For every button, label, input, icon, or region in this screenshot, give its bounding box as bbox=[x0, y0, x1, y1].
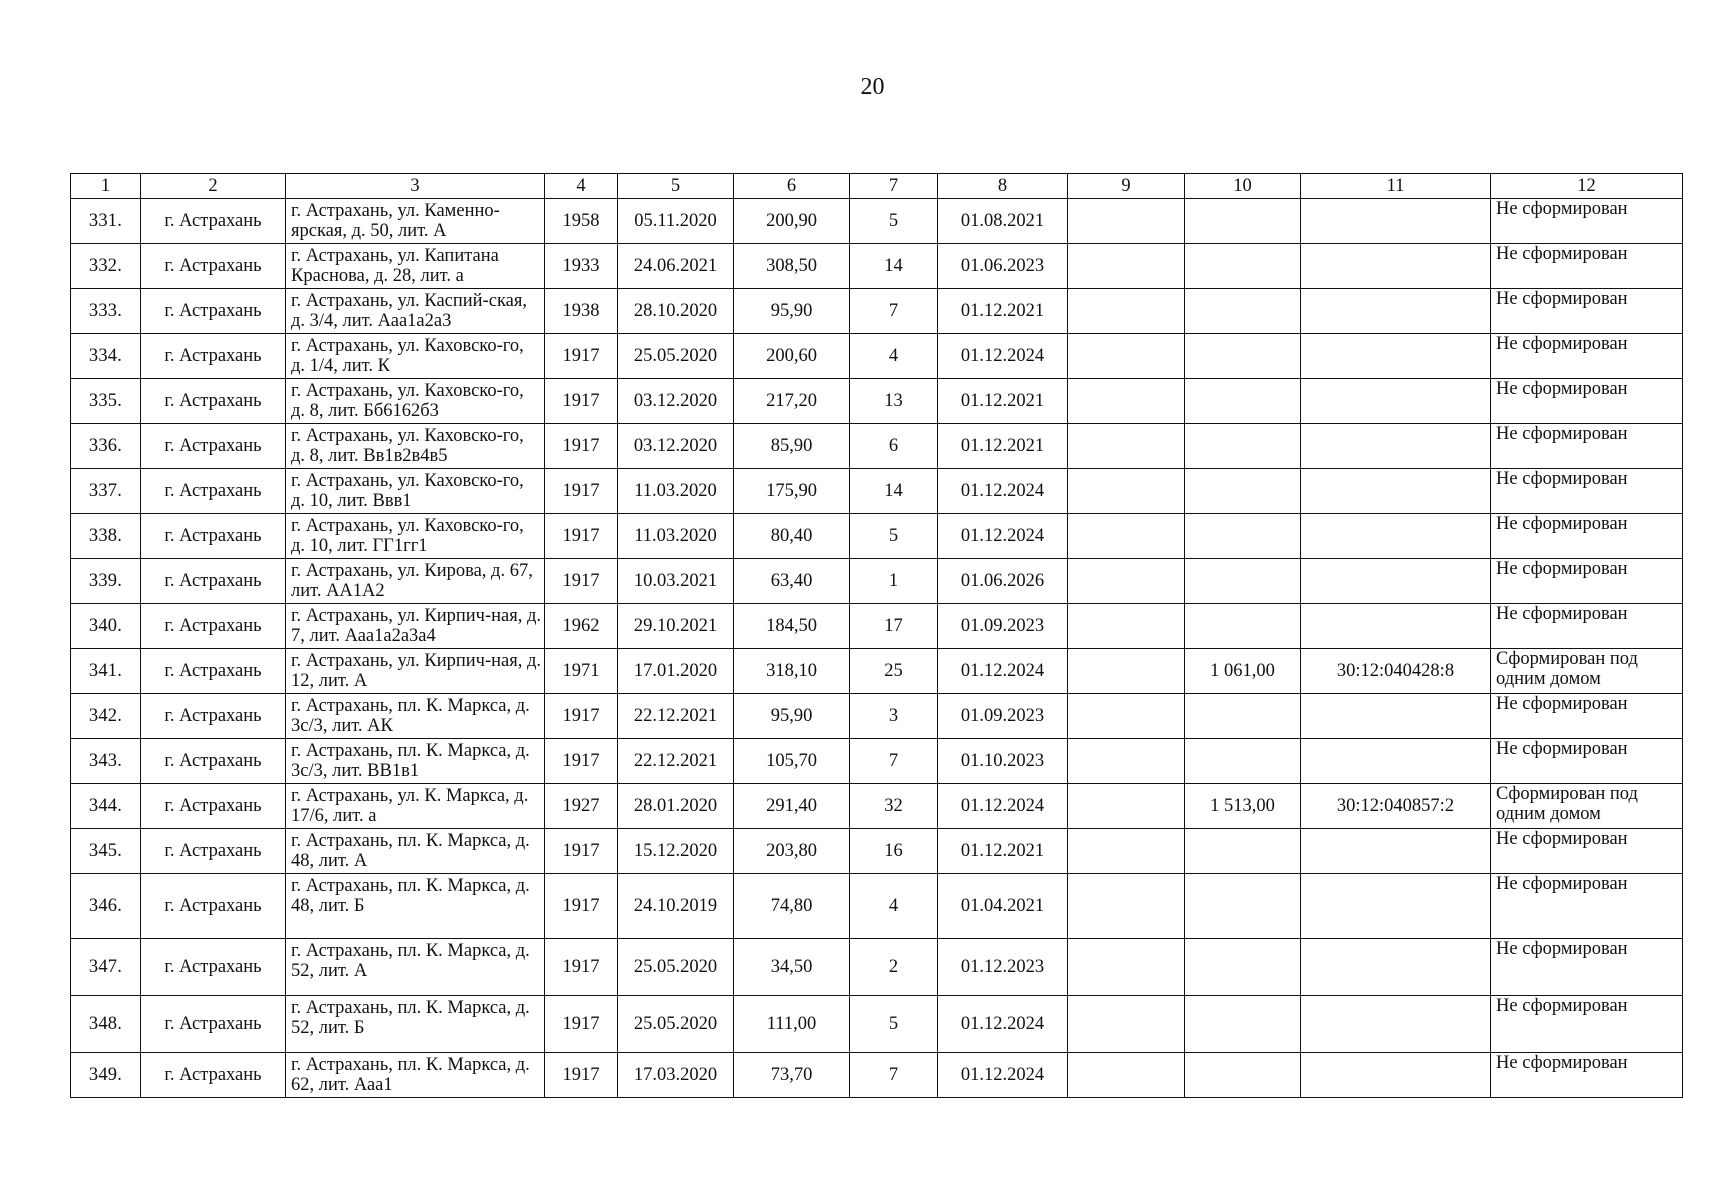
city-cell: г. Астрахань bbox=[141, 559, 286, 604]
col9-cell bbox=[1068, 1053, 1185, 1098]
header-cell: 1 bbox=[71, 174, 141, 199]
city-cell: г. Астрахань bbox=[141, 469, 286, 514]
status-cell: Не сформирован bbox=[1491, 514, 1683, 559]
header-cell: 6 bbox=[734, 174, 850, 199]
land-area-cell bbox=[1185, 1053, 1301, 1098]
deadline-cell: 01.12.2024 bbox=[938, 469, 1068, 514]
cadastral-number-cell bbox=[1301, 939, 1491, 996]
land-area-cell bbox=[1185, 379, 1301, 424]
status-cell: Не сформирован bbox=[1491, 604, 1683, 649]
year-cell: 1917 bbox=[545, 334, 618, 379]
area-cell: 184,50 bbox=[734, 604, 850, 649]
address-cell: г. Астрахань, ул. Капитана Краснова, д. 28, лит. а bbox=[286, 244, 545, 289]
date-cell: 15.12.2020 bbox=[618, 829, 734, 874]
address-cell: г. Астрахань, ул. Каховско-го, д. 10, лит. ГГ1гг1 bbox=[286, 514, 545, 559]
residents-cell: 16 bbox=[850, 829, 938, 874]
table-row bbox=[71, 739, 1683, 784]
deadline-cell: 01.08.2021 bbox=[938, 199, 1068, 244]
residents-cell: 4 bbox=[850, 334, 938, 379]
date-cell: 11.03.2020 bbox=[618, 514, 734, 559]
row-number-cell: 342. bbox=[71, 694, 141, 739]
header-cell: 10 bbox=[1185, 174, 1301, 199]
date-cell: 25.05.2020 bbox=[618, 939, 734, 996]
city-cell: г. Астрахань bbox=[141, 784, 286, 829]
header-cell: 5 bbox=[618, 174, 734, 199]
area-cell: 73,70 bbox=[734, 1053, 850, 1098]
residents-cell: 1 bbox=[850, 559, 938, 604]
land-area-cell bbox=[1185, 874, 1301, 939]
date-cell: 25.05.2020 bbox=[618, 996, 734, 1053]
year-cell: 1917 bbox=[545, 559, 618, 604]
year-cell: 1958 bbox=[545, 199, 618, 244]
col9-cell bbox=[1068, 604, 1185, 649]
row-number-cell: 345. bbox=[71, 829, 141, 874]
area-cell: 80,40 bbox=[734, 514, 850, 559]
row-number-cell: 343. bbox=[71, 739, 141, 784]
area-cell: 308,50 bbox=[734, 244, 850, 289]
residents-cell: 14 bbox=[850, 469, 938, 514]
land-area-cell bbox=[1185, 469, 1301, 514]
city-cell: г. Астрахань bbox=[141, 996, 286, 1053]
residents-cell: 5 bbox=[850, 199, 938, 244]
cadastral-number-cell bbox=[1301, 244, 1491, 289]
deadline-cell: 01.12.2024 bbox=[938, 996, 1068, 1053]
residents-cell: 2 bbox=[850, 939, 938, 996]
deadline-cell: 01.09.2023 bbox=[938, 604, 1068, 649]
address-cell: г. Астрахань, пл. К. Маркса, д. 62, лит. Ааа1 bbox=[286, 1053, 545, 1098]
deadline-cell: 01.12.2024 bbox=[938, 649, 1068, 694]
city-cell: г. Астрахань bbox=[141, 289, 286, 334]
city-cell: г. Астрахань bbox=[141, 1053, 286, 1098]
col9-cell bbox=[1068, 334, 1185, 379]
row-number-cell: 347. bbox=[71, 939, 141, 996]
date-cell: 10.03.2021 bbox=[618, 559, 734, 604]
land-area-cell: 1 513,00 bbox=[1185, 784, 1301, 829]
row-number-cell: 338. bbox=[71, 514, 141, 559]
status-cell: Не сформирован bbox=[1491, 1053, 1683, 1098]
date-cell: 24.06.2021 bbox=[618, 244, 734, 289]
city-cell: г. Астрахань bbox=[141, 829, 286, 874]
land-area-cell bbox=[1185, 604, 1301, 649]
year-cell: 1917 bbox=[545, 739, 618, 784]
area-cell: 318,10 bbox=[734, 649, 850, 694]
area-cell: 200,60 bbox=[734, 334, 850, 379]
address-cell: г. Астрахань, пл. К. Маркса, д. 3с/3, лит. ВВ1в1 bbox=[286, 739, 545, 784]
city-cell: г. Астрахань bbox=[141, 514, 286, 559]
residents-cell: 32 bbox=[850, 784, 938, 829]
row-number-cell: 340. bbox=[71, 604, 141, 649]
table-row bbox=[71, 289, 1683, 334]
cadastral-number-cell bbox=[1301, 379, 1491, 424]
deadline-cell: 01.12.2021 bbox=[938, 424, 1068, 469]
table-row bbox=[71, 874, 1683, 939]
row-number-cell: 344. bbox=[71, 784, 141, 829]
area-cell: 200,90 bbox=[734, 199, 850, 244]
year-cell: 1917 bbox=[545, 939, 618, 996]
cadastral-number-cell bbox=[1301, 996, 1491, 1053]
land-area-cell bbox=[1185, 244, 1301, 289]
year-cell: 1917 bbox=[545, 874, 618, 939]
deadline-cell: 01.12.2024 bbox=[938, 334, 1068, 379]
cadastral-number-cell bbox=[1301, 559, 1491, 604]
table-row bbox=[71, 784, 1683, 829]
status-cell: Не сформирован bbox=[1491, 244, 1683, 289]
housing-register-table bbox=[70, 173, 1683, 1098]
land-area-cell bbox=[1185, 939, 1301, 996]
table-row bbox=[71, 996, 1683, 1053]
address-cell: г. Астрахань, ул. Кирпич-ная, д. 12, лит. А bbox=[286, 649, 545, 694]
cadastral-number-cell bbox=[1301, 1053, 1491, 1098]
table-row bbox=[71, 829, 1683, 874]
city-cell: г. Астрахань bbox=[141, 874, 286, 939]
address-cell: г. Астрахань, ул. Кирпич-ная, д. 7, лит. Ааа1а2а3а4 bbox=[286, 604, 545, 649]
date-cell: 11.03.2020 bbox=[618, 469, 734, 514]
cadastral-number-cell bbox=[1301, 424, 1491, 469]
row-number-cell: 335. bbox=[71, 379, 141, 424]
header-cell: 3 bbox=[286, 174, 545, 199]
col9-cell bbox=[1068, 559, 1185, 604]
table-body bbox=[71, 199, 1683, 1098]
city-cell: г. Астрахань bbox=[141, 379, 286, 424]
address-cell: г. Астрахань, ул. Каховско-го, д. 8, лит. Вв1в2в4в5 bbox=[286, 424, 545, 469]
year-cell: 1938 bbox=[545, 289, 618, 334]
table-row bbox=[71, 604, 1683, 649]
status-cell: Не сформирован bbox=[1491, 874, 1683, 939]
city-cell: г. Астрахань bbox=[141, 199, 286, 244]
row-number-cell: 349. bbox=[71, 1053, 141, 1098]
cadastral-number-cell bbox=[1301, 604, 1491, 649]
date-cell: 25.05.2020 bbox=[618, 334, 734, 379]
row-number-cell: 339. bbox=[71, 559, 141, 604]
cadastral-number-cell bbox=[1301, 874, 1491, 939]
status-cell: Не сформирован bbox=[1491, 379, 1683, 424]
residents-cell: 13 bbox=[850, 379, 938, 424]
deadline-cell: 01.12.2021 bbox=[938, 289, 1068, 334]
col9-cell bbox=[1068, 379, 1185, 424]
cadastral-number-cell bbox=[1301, 469, 1491, 514]
land-area-cell bbox=[1185, 514, 1301, 559]
status-cell: Не сформирован bbox=[1491, 334, 1683, 379]
residents-cell: 7 bbox=[850, 739, 938, 784]
year-cell: 1917 bbox=[545, 1053, 618, 1098]
table-row bbox=[71, 1053, 1683, 1098]
status-cell: Не сформирован bbox=[1491, 424, 1683, 469]
status-cell: Не сформирован bbox=[1491, 199, 1683, 244]
year-cell: 1933 bbox=[545, 244, 618, 289]
cadastral-number-cell bbox=[1301, 199, 1491, 244]
status-cell: Не сформирован bbox=[1491, 694, 1683, 739]
col9-cell bbox=[1068, 649, 1185, 694]
status-cell: Сформирован под одним домом bbox=[1491, 784, 1683, 829]
row-number-cell: 346. bbox=[71, 874, 141, 939]
date-cell: 29.10.2021 bbox=[618, 604, 734, 649]
cadastral-number-cell bbox=[1301, 289, 1491, 334]
area-cell: 175,90 bbox=[734, 469, 850, 514]
residents-cell: 5 bbox=[850, 996, 938, 1053]
col9-cell bbox=[1068, 939, 1185, 996]
table-row bbox=[71, 649, 1683, 694]
residents-cell: 5 bbox=[850, 514, 938, 559]
year-cell: 1971 bbox=[545, 649, 618, 694]
status-cell: Не сформирован bbox=[1491, 289, 1683, 334]
area-cell: 95,90 bbox=[734, 289, 850, 334]
city-cell: г. Астрахань bbox=[141, 604, 286, 649]
year-cell: 1917 bbox=[545, 424, 618, 469]
area-cell: 203,80 bbox=[734, 829, 850, 874]
col9-cell bbox=[1068, 289, 1185, 334]
table-row bbox=[71, 244, 1683, 289]
residents-cell: 14 bbox=[850, 244, 938, 289]
deadline-cell: 01.09.2023 bbox=[938, 694, 1068, 739]
date-cell: 17.01.2020 bbox=[618, 649, 734, 694]
col9-cell bbox=[1068, 469, 1185, 514]
status-cell: Сформирован под одним домом bbox=[1491, 649, 1683, 694]
cadastral-number-cell bbox=[1301, 334, 1491, 379]
address-cell: г. Астрахань, ул. Каховско-го, д. 8, лит. Бб6162б3 bbox=[286, 379, 545, 424]
table-row bbox=[71, 469, 1683, 514]
col9-cell bbox=[1068, 244, 1185, 289]
city-cell: г. Астрахань bbox=[141, 939, 286, 996]
deadline-cell: 01.06.2026 bbox=[938, 559, 1068, 604]
status-cell: Не сформирован bbox=[1491, 739, 1683, 784]
table-row bbox=[71, 424, 1683, 469]
date-cell: 03.12.2020 bbox=[618, 424, 734, 469]
city-cell: г. Астрахань bbox=[141, 694, 286, 739]
city-cell: г. Астрахань bbox=[141, 649, 286, 694]
row-number-cell: 336. bbox=[71, 424, 141, 469]
land-area-cell: 1 061,00 bbox=[1185, 649, 1301, 694]
city-cell: г. Астрахань bbox=[141, 424, 286, 469]
year-cell: 1927 bbox=[545, 784, 618, 829]
row-number-cell: 334. bbox=[71, 334, 141, 379]
date-cell: 17.03.2020 bbox=[618, 1053, 734, 1098]
deadline-cell: 01.04.2021 bbox=[938, 874, 1068, 939]
col9-cell bbox=[1068, 784, 1185, 829]
year-cell: 1917 bbox=[545, 829, 618, 874]
land-area-cell bbox=[1185, 199, 1301, 244]
status-cell: Не сформирован bbox=[1491, 939, 1683, 996]
area-cell: 34,50 bbox=[734, 939, 850, 996]
status-cell: Не сформирован bbox=[1491, 559, 1683, 604]
row-number-cell: 332. bbox=[71, 244, 141, 289]
table-row bbox=[71, 379, 1683, 424]
year-cell: 1962 bbox=[545, 604, 618, 649]
deadline-cell: 01.10.2023 bbox=[938, 739, 1068, 784]
residents-cell: 6 bbox=[850, 424, 938, 469]
header-cell: 2 bbox=[141, 174, 286, 199]
year-cell: 1917 bbox=[545, 469, 618, 514]
table-row bbox=[71, 559, 1683, 604]
row-number-cell: 331. bbox=[71, 199, 141, 244]
col9-cell bbox=[1068, 739, 1185, 784]
table-row bbox=[71, 694, 1683, 739]
page-number: 20 bbox=[860, 74, 885, 100]
table-row bbox=[71, 199, 1683, 244]
residents-cell: 7 bbox=[850, 289, 938, 334]
col9-cell bbox=[1068, 199, 1185, 244]
deadline-cell: 01.12.2024 bbox=[938, 784, 1068, 829]
address-cell: г. Астрахань, пл. К. Маркса, д. 48, лит. А bbox=[286, 829, 545, 874]
row-number-cell: 341. bbox=[71, 649, 141, 694]
address-cell: г. Астрахань, ул. К. Маркса, д. 17/6, лит. а bbox=[286, 784, 545, 829]
area-cell: 217,20 bbox=[734, 379, 850, 424]
address-cell: г. Астрахань, ул. Каховско-го, д. 10, лит. Ввв1 bbox=[286, 469, 545, 514]
land-area-cell bbox=[1185, 739, 1301, 784]
address-cell: г. Астрахань, ул. Каховско-го, д. 1/4, лит. К bbox=[286, 334, 545, 379]
area-cell: 111,00 bbox=[734, 996, 850, 1053]
area-cell: 74,80 bbox=[734, 874, 850, 939]
area-cell: 105,70 bbox=[734, 739, 850, 784]
date-cell: 22.12.2021 bbox=[618, 739, 734, 784]
cadastral-number-cell: 30:12:040857:2 bbox=[1301, 784, 1491, 829]
residents-cell: 4 bbox=[850, 874, 938, 939]
header-cell: 8 bbox=[938, 174, 1068, 199]
cadastral-number-cell bbox=[1301, 739, 1491, 784]
date-cell: 05.11.2020 bbox=[618, 199, 734, 244]
city-cell: г. Астрахань bbox=[141, 739, 286, 784]
city-cell: г. Астрахань bbox=[141, 244, 286, 289]
col9-cell bbox=[1068, 996, 1185, 1053]
date-cell: 22.12.2021 bbox=[618, 694, 734, 739]
address-cell: г. Астрахань, пл. К. Маркса, д. 3с/3, лит. АК bbox=[286, 694, 545, 739]
area-cell: 63,40 bbox=[734, 559, 850, 604]
header-cell: 12 bbox=[1491, 174, 1683, 199]
land-area-cell bbox=[1185, 334, 1301, 379]
table-row bbox=[71, 939, 1683, 996]
col9-cell bbox=[1068, 424, 1185, 469]
year-cell: 1917 bbox=[545, 379, 618, 424]
area-cell: 95,90 bbox=[734, 694, 850, 739]
address-cell: г. Астрахань, пл. К. Маркса, д. 52, лит. Б bbox=[286, 996, 545, 1053]
header-cell: 7 bbox=[850, 174, 938, 199]
cadastral-number-cell bbox=[1301, 514, 1491, 559]
cadastral-number-cell bbox=[1301, 694, 1491, 739]
address-cell: г. Астрахань, ул. Каспий-ская, д. 3/4, лит. Ааа1а2а3 bbox=[286, 289, 545, 334]
status-cell: Не сформирован bbox=[1491, 829, 1683, 874]
row-number-cell: 348. bbox=[71, 996, 141, 1053]
deadline-cell: 01.06.2023 bbox=[938, 244, 1068, 289]
deadline-cell: 01.12.2021 bbox=[938, 379, 1068, 424]
land-area-cell bbox=[1185, 829, 1301, 874]
address-cell: г. Астрахань, ул. Кирова, д. 67, лит. АА1А2 bbox=[286, 559, 545, 604]
land-area-cell bbox=[1185, 289, 1301, 334]
year-cell: 1917 bbox=[545, 996, 618, 1053]
cadastral-number-cell bbox=[1301, 829, 1491, 874]
status-cell: Не сформирован bbox=[1491, 996, 1683, 1053]
city-cell: г. Астрахань bbox=[141, 334, 286, 379]
residents-cell: 7 bbox=[850, 1053, 938, 1098]
year-cell: 1917 bbox=[545, 694, 618, 739]
col9-cell bbox=[1068, 694, 1185, 739]
cadastral-number-cell: 30:12:040428:8 bbox=[1301, 649, 1491, 694]
residents-cell: 17 bbox=[850, 604, 938, 649]
date-cell: 28.10.2020 bbox=[618, 289, 734, 334]
header-row bbox=[71, 174, 1683, 199]
col9-cell bbox=[1068, 514, 1185, 559]
col9-cell bbox=[1068, 829, 1185, 874]
land-area-cell bbox=[1185, 694, 1301, 739]
header-cell: 9 bbox=[1068, 174, 1185, 199]
row-number-cell: 333. bbox=[71, 289, 141, 334]
area-cell: 291,40 bbox=[734, 784, 850, 829]
area-cell: 85,90 bbox=[734, 424, 850, 469]
land-area-cell bbox=[1185, 559, 1301, 604]
header-cell: 11 bbox=[1301, 174, 1491, 199]
date-cell: 03.12.2020 bbox=[618, 379, 734, 424]
deadline-cell: 01.12.2021 bbox=[938, 829, 1068, 874]
land-area-cell bbox=[1185, 996, 1301, 1053]
land-area-cell bbox=[1185, 424, 1301, 469]
date-cell: 28.01.2020 bbox=[618, 784, 734, 829]
residents-cell: 3 bbox=[850, 694, 938, 739]
deadline-cell: 01.12.2023 bbox=[938, 939, 1068, 996]
address-cell: г. Астрахань, пл. К. Маркса, д. 48, лит. Б bbox=[286, 874, 545, 939]
header-cell: 4 bbox=[545, 174, 618, 199]
table-row bbox=[71, 514, 1683, 559]
row-number-cell: 337. bbox=[71, 469, 141, 514]
date-cell: 24.10.2019 bbox=[618, 874, 734, 939]
year-cell: 1917 bbox=[545, 514, 618, 559]
status-cell: Не сформирован bbox=[1491, 469, 1683, 514]
residents-cell: 25 bbox=[850, 649, 938, 694]
col9-cell bbox=[1068, 874, 1185, 939]
deadline-cell: 01.12.2024 bbox=[938, 514, 1068, 559]
table-row bbox=[71, 334, 1683, 379]
address-cell: г. Астрахань, пл. К. Маркса, д. 52, лит. А bbox=[286, 939, 545, 996]
address-cell: г. Астрахань, ул. Каменно-ярская, д. 50, лит. А bbox=[286, 199, 545, 244]
deadline-cell: 01.12.2024 bbox=[938, 1053, 1068, 1098]
